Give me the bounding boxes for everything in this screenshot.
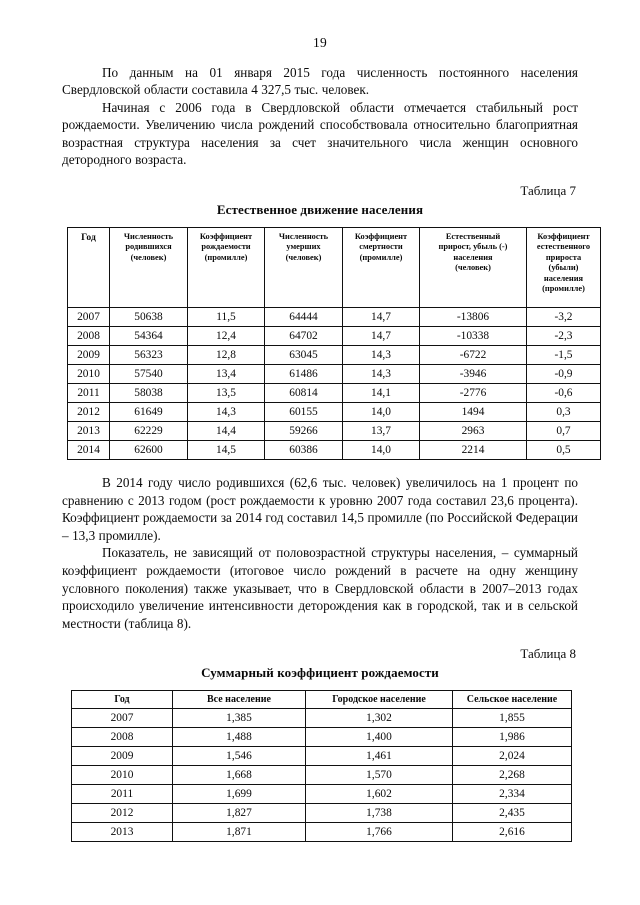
table-cell-value: 1,461 (306, 747, 453, 766)
table-cell-value: 14,7 (343, 327, 420, 346)
table-cell-value: 1,570 (306, 766, 453, 785)
table-row (68, 346, 601, 365)
table-cell-value: 1,871 (173, 823, 306, 842)
paragraph-2014-births: В 2014 году число родившихся (62,6 тыс. человек) увеличилось на 1 процент по сравнению с 2013 годом (рост рождаемости к уровню 2007 года составил 23,6 процента). Коэффициент рождаемости за 2014 год составил 14,5 промилле (по Российской Федерации – 13,3 промилле). (62, 475, 578, 543)
table7-col-header-natural-increase (420, 228, 527, 308)
th-line: родившихся (125, 242, 172, 252)
table-cell-value: 11,5 (188, 308, 265, 327)
table-cell-value: 1494 (420, 403, 527, 422)
table-row (72, 804, 572, 823)
table-cell-value: 2,616 (453, 823, 572, 842)
table-cell-value: 1,546 (173, 747, 306, 766)
table-cell-year: 2012 (72, 804, 173, 823)
table-cell-value: -0,6 (527, 384, 601, 403)
table-row (68, 422, 601, 441)
table8-col-header-rural-population: Сельское население (453, 691, 572, 709)
th-line: (промилле) (204, 252, 248, 262)
th-line: естественного (536, 242, 591, 252)
table-cell-value: -3,2 (527, 308, 601, 327)
table7-col-header-year-line-0: Год (81, 232, 96, 244)
table-row (72, 728, 572, 747)
table-row (72, 747, 572, 766)
table-cell-value: -10338 (420, 327, 527, 346)
table-natural-movement (67, 227, 601, 460)
table-cell-value: 1,738 (306, 804, 453, 823)
th-line: (человек) (285, 252, 322, 262)
table-cell-year: 2009 (72, 747, 173, 766)
th-line: Коэффициент (537, 232, 590, 242)
table-cell-value: 62229 (110, 422, 188, 441)
table-cell-value: -2776 (420, 384, 527, 403)
page-content (62, 35, 591, 842)
paragraph-birthrate-growth: Начиная с 2006 года в Свердловской области отмечается стабильный рост рождаемости. Увеличению числа рождений способствовала относительно благоприятная возрастная структура населения за счет значительного числа женщин основного детородного возраста. (62, 99, 578, 168)
th-line: (промилле) (542, 284, 585, 294)
table-cell-value: 1,488 (173, 728, 306, 747)
table8-title: Суммарный коэффициент рождаемости (201, 665, 439, 681)
th-line: умерших (286, 242, 321, 252)
table-cell-value: 13,4 (188, 365, 265, 384)
table7-title: Естественное движение населения (216, 202, 424, 218)
table-cell-value: 54364 (110, 327, 188, 346)
table-cell-value: 14,0 (343, 441, 420, 460)
table7-col-header-death-rate (343, 228, 420, 308)
table-cell-year: 2008 (68, 327, 110, 346)
table-cell-value: 60155 (265, 403, 343, 422)
table-cell-year: 2011 (72, 785, 173, 804)
table-cell-year: 2011 (68, 384, 110, 403)
table-cell-value: 1,827 (173, 804, 306, 823)
table8-body (72, 709, 572, 842)
table7-col-header-births (110, 228, 188, 308)
table7-label: Таблица 7 (520, 183, 576, 199)
table-cell-value: 60386 (265, 441, 343, 460)
table-cell-value: 2,435 (453, 804, 572, 823)
th-line: Численность (123, 232, 174, 242)
table-cell-value: 14,1 (343, 384, 420, 403)
table-cell-value: 64444 (265, 308, 343, 327)
th-line: (человек) (130, 252, 167, 262)
table-cell-value: 0,5 (527, 441, 601, 460)
table-row (68, 308, 601, 327)
table-cell-value: 12,4 (188, 327, 265, 346)
table-row (72, 709, 572, 728)
table-cell-value: 1,385 (173, 709, 306, 728)
table-cell-value: 2,268 (453, 766, 572, 785)
table-cell-value: 14,7 (343, 308, 420, 327)
table-cell-year: 2010 (68, 365, 110, 384)
table-row (68, 403, 601, 422)
table7-body (68, 308, 601, 460)
table-cell-value: 1,855 (453, 709, 572, 728)
table8-header-row (72, 691, 572, 709)
th-line: смертности (359, 242, 403, 252)
table-cell-year: 2007 (68, 308, 110, 327)
table-cell-year: 2010 (72, 766, 173, 785)
table-cell-value: 61649 (110, 403, 188, 422)
table-row (72, 766, 572, 785)
table7-col-header-birth-rate (188, 228, 265, 308)
table-cell-value: 1,986 (453, 728, 572, 747)
table-cell-value: 1,699 (173, 785, 306, 804)
table-cell-value: -13806 (420, 308, 527, 327)
table-cell-value: 14,5 (188, 441, 265, 460)
table7-col-header-deaths (265, 228, 343, 308)
table-cell-value: 63045 (265, 346, 343, 365)
table-cell-value: -1,5 (527, 346, 601, 365)
table8-label: Таблица 8 (520, 646, 576, 662)
table7-col-header-year (68, 228, 110, 308)
table-cell-value: 2963 (420, 422, 527, 441)
table-cell-value: -3946 (420, 365, 527, 384)
table-row (68, 365, 601, 384)
table-cell-value: 2,024 (453, 747, 572, 766)
table-cell-value: 14,3 (188, 403, 265, 422)
table-cell-year: 2012 (68, 403, 110, 422)
table-cell-year: 2009 (68, 346, 110, 365)
table-cell-value: 2214 (420, 441, 527, 460)
table-cell-value: -0,9 (527, 365, 601, 384)
table-cell-value: 1,302 (306, 709, 453, 728)
page-number: 19 (313, 35, 327, 50)
table-cell-value: 14,4 (188, 422, 265, 441)
table-cell-value: 13,7 (343, 422, 420, 441)
table8-col-header-urban-population: Городское население (306, 691, 453, 709)
table-cell-value: 60814 (265, 384, 343, 403)
table-cell-year: 2008 (72, 728, 173, 747)
table7-header-row (68, 228, 601, 308)
th-line: Численность (278, 232, 329, 242)
table-cell-value: 14,0 (343, 403, 420, 422)
table8-header (72, 691, 572, 709)
table-row (68, 384, 601, 403)
table-cell-value: -2,3 (527, 327, 601, 346)
th-line: населения (453, 252, 493, 262)
table-cell-value: 61486 (265, 365, 343, 384)
table-cell-value: 59266 (265, 422, 343, 441)
table-cell-value: 1,766 (306, 823, 453, 842)
table-cell-value: 1,668 (173, 766, 306, 785)
table7-header (68, 228, 601, 308)
table-cell-value: 14,3 (343, 346, 420, 365)
table7-col-header-natural-increase-rate (527, 228, 601, 308)
th-line: рождаемости (201, 242, 251, 252)
th-line: Коэффициент (199, 232, 253, 242)
th-line: (промилле) (359, 252, 403, 262)
table-cell-year: 2013 (72, 823, 173, 842)
table-cell-value: 56323 (110, 346, 188, 365)
table-cell-year: 2014 (68, 441, 110, 460)
table-cell-value: -6722 (420, 346, 527, 365)
table-cell-value: 0,7 (527, 422, 601, 441)
table-cell-value: 12,8 (188, 346, 265, 365)
table8-col-header-all-population: Все население (173, 691, 306, 709)
paragraph-total-fertility: Показатель, не зависящий от половозрастной структуры населения, – суммарный коэффициент рождаемости (итоговое число рождений в расчете на одну женщину условного поколения) также указывает, что в Свердловской области в 2007–2013 годах происходило увеличение интенсивности деторождения как в городской, так и в сельской местности (таблица 8). (62, 545, 578, 631)
table-row (72, 785, 572, 804)
table-cell-value: 58038 (110, 384, 188, 403)
th-line: прирост, убыль (-) (438, 242, 508, 252)
table-row (72, 823, 572, 842)
table-cell-year: 2013 (68, 422, 110, 441)
table-row (68, 441, 601, 460)
th-line: (человек) (455, 263, 491, 273)
table-cell-value: 1,400 (306, 728, 453, 747)
table-cell-value: 1,602 (306, 785, 453, 804)
th-line: Естественный (445, 232, 501, 242)
table-cell-value: 57540 (110, 365, 188, 384)
table-total-fertility (71, 690, 572, 842)
table-cell-value: 13,5 (188, 384, 265, 403)
table-cell-value: 50638 (110, 308, 188, 327)
th-line: прироста (545, 252, 582, 262)
th-line: (убыли) (548, 263, 579, 273)
th-line: Коэффициент (354, 232, 408, 242)
th-line: населения (543, 273, 584, 283)
table-row (68, 327, 601, 346)
table-cell-value: 62600 (110, 441, 188, 460)
table-cell-value: 0,3 (527, 403, 601, 422)
table-cell-value: 2,334 (453, 785, 572, 804)
table-cell-year: 2007 (72, 709, 173, 728)
paragraph-population-count: По данным на 01 января 2015 года численность постоянного населения Свердловской области составила 4 327,5 тыс. человек. (62, 64, 578, 98)
table-cell-value: 14,3 (343, 365, 420, 384)
table-cell-value: 64702 (265, 327, 343, 346)
table8-col-header-year: Год (72, 691, 173, 709)
